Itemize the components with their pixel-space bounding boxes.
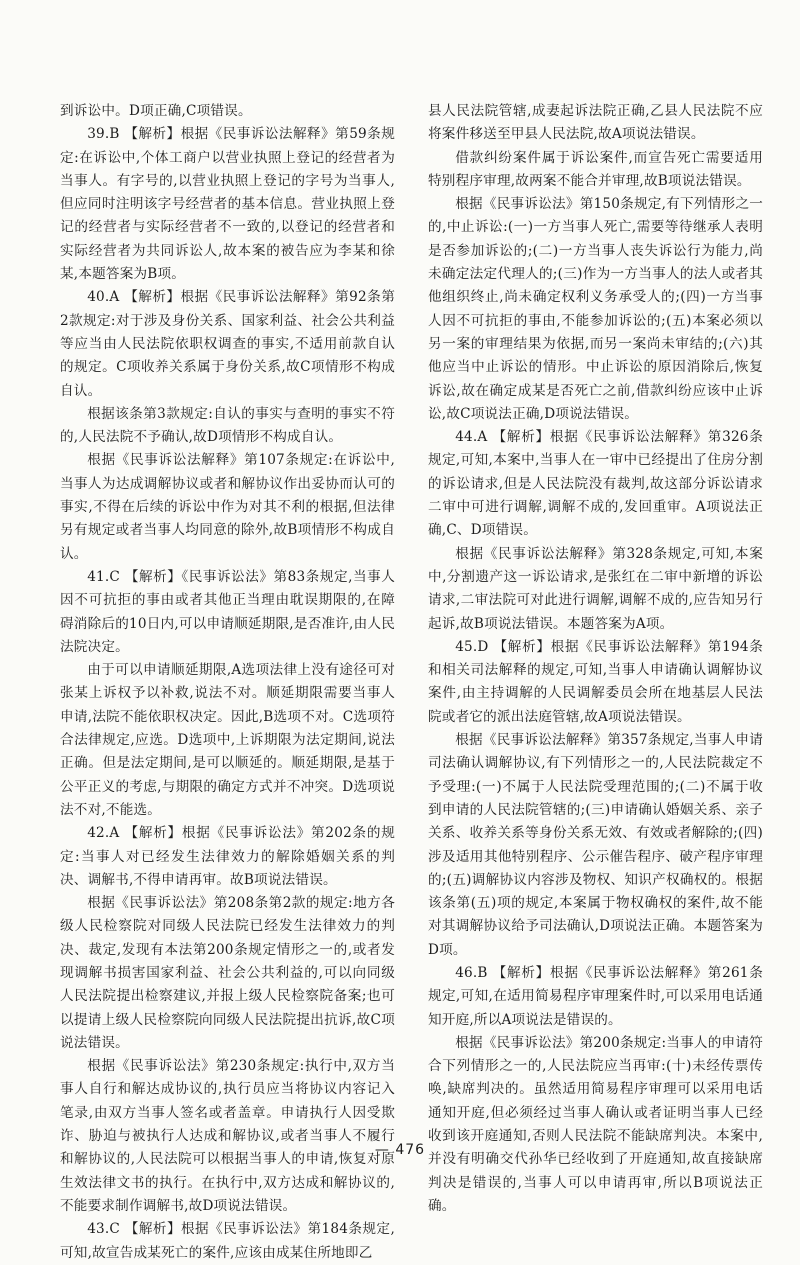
paragraph: 根据《民事诉讼法解释》第357条规定,当事人申请司法确认调解协议,有下列情形之一的,人民法院裁定不予受理:(一)不属于人民法院受理范围的;(二)不属于收到申请的人民法院管辖的;(三)申请确认婚姻关系、亲子关系、收养关系等身份关系无效、有效或者解除的;(四)涉及适用其他特别程序、公示催告程序、破产程序审理的;(五)调解协议内容涉及物权、知识产权确权的。根据该条第(五)项的规定,本案属于物权确权的案件,故不能对其调解协议给予司法确认,D项说法正确。本题答案为D项。 (428, 732, 763, 958)
paragraph: 由于可以申请顺延期限,A选项法律上没有途径可对张某上诉权予以补救,说法不对。顺延期限需要当事人申请,法院不能依职权决定。因此,B选项不对。C选项符合法律规定,应选。D选项中,上诉期限为法定期间,说法正确。但是法定期间,是可以顺延的。顺延期限,是基于公平正义的考虑,与期限的确定方式并不冲突。D选项说法不对,不能选。 (60, 662, 395, 818)
paragraph: 根据《民事诉讼法》第200条规定:当事人的申请符合下列情形之一的,人民法院应当再审:(十)未经传票传唤,缺席判决的。虽然适用简易程序审理可以采用电话通知开庭,但必须经过当事人确认或者证明当事人已经收到该开庭通知,否则人民法院不能缺席判决。本案中,并没有明确交代孙华已经收到了开庭通知,故直接缺席判决是错误的,当事人可以申请再审,所以B项说法正确。 (428, 1034, 763, 1214)
paragraph: 41.C 【解析】《民事诉讼法》第83条规定,当事人因不可抗拒的事由或者其他正当理由耽误期限的,在障碍消除后的10日内,可以申请顺延期限,是否准许,由人民法院决定。 (60, 568, 395, 655)
paragraph: 根据《民事诉讼法》第230条规定:执行中,双方当事人自行和解达成协议的,执行员应当将协议内容记入笔录,由双方当事人签名或者盖章。申请执行人因受欺诈、胁迫与被执行人达成和解协议,或者当事人不履行和解协议的,人民法院可以根据当事人的申请,恢复对原生效法律文书的执行。在执行中,双方达成和解协议的,不能要求制作调解书,故D项说法错误。 (60, 1058, 395, 1214)
paragraph: 到诉讼中。D项正确,C项错误。 (60, 103, 252, 119)
left-column (60, 100, 395, 1265)
paragraph: 39.B 【解析】根据《民事诉讼法解释》第59条规定:在诉讼中,个体工商户以营业执照上登记的经营者为当事人。有字号的,以营业执照上登记的字号为当事人,但应同时注明该字号经营者的基本信息。营业执照上登记的经营者与实际经营者不一致的,以登记的经营者和实际经营者为共同诉讼人,故本案的被告应为李某和徐某,本题答案为B项。 (60, 126, 395, 283)
paragraph: 根据《民事诉讼法》第150条规定,有下列情形之一的,中止诉讼:(一)一方当事人死亡,需要等待继承人表明是否参加诉讼的;(二)一方当事人丧失诉讼行为能力,尚未确定法定代理人的;(三)作为一方当事人的法人或者其他组织终止,尚未确定权利义务承受人的;(四)一方当事人因不可抗拒的事由,不能参加诉讼的;(五)本案必须以另一案的审理结果为依据,而另一案尚未审结的;(六)其他应当中止诉讼的情形。中止诉讼的原因消除后,恢复诉讼,故在确定成某是否死亡之前,借款纠纷应该中止诉讼,故C项说法正确,D项说法错误。 (428, 196, 763, 422)
paragraph: 根据《民事诉讼法》第208条第2款的规定:地方各级人民检察院对同级人民法院已经发生法律效力的判决、裁定,发现有本法第200条规定情形之一的,或者发现调解书损害国家利益、社会公共利益的,可以向同级人民法院提出检察建议,并报上级人民检察院备案;也可以提请上级人民检察院向同级人民法院提出抗诉,故C项说法错误。 (60, 895, 395, 1051)
paragraph: 45.D 【解析】根据《民事诉讼法解释》第194条和相关司法解释的规定,可知,当事人申请确认调解协议案件,由主持调解的人民调解委员会所在地基层人民法院或者它的派出法庭管辖,故A项说法错误。 (428, 638, 763, 725)
paragraph: 根据该条第3款规定:自认的事实与查明的事实不符的,人民法院不予确认,故D项情形不构成自认。 (60, 405, 395, 446)
paragraph: 借款纠纷案件属于诉讼案件,而宣告死亡需要适用特别程序审理,故两案不能合并审理,故B项说法错误。 (428, 149, 763, 189)
paragraph: 40.A 【解析】根据《民事诉讼法解释》第92条第2款规定:对于涉及身份关系、国家利益、社会公共利益等应当由人民法院依职权调查的事实,不适用前款自认的规定。C项收养关系属于身份关系,故C项情形不构成自认。 (60, 289, 395, 399)
paragraph: 根据《民事诉讼法解释》第107条规定:在诉讼中,当事人为达成调解协议或者和解协议作出妥协而认可的事实,不得在后续的诉讼中作为对其不利的根据,但法律另有规定或者当事人均同意的除外,故B项情形不构成自认。 (60, 452, 395, 562)
paragraph: 根据《民事诉讼法解释》第328条规定,可知,本案中,分割遗产这一诉讼请求,是张红在二审中新增的诉讼请求,二审法院可对此进行调解,调解不成的,应告知另行起诉,故B项说法错误。本题答案为A项。 (428, 545, 763, 632)
right-column (428, 100, 763, 1218)
paragraph: 43.C 【解析】根据《民事诉讼法》第184条规定,可知,故宣告成某死亡的案件,应该由成某住所地即乙 (60, 1221, 395, 1261)
page-number: — 476 (374, 1142, 426, 1158)
paragraph: 44.A 【解析】根据《民事诉讼法解释》第326条规定,可知,本案中,当事人在一审中已经提出了住房分割的诉讼请求,但是人民法院没有裁判,故这部分诉讼请求二审中可进行调解,调解不成的,发回重审。A项说法正确,C、D项错误。 (428, 429, 763, 539)
paragraph: 46.B 【解析】根据《民事诉讼法解释》第261条规定,可知,在适用简易程序审理案件时,可以采用电话通知开庭,所以A项说法是错误的。 (428, 964, 763, 1028)
paragraph: 42.A 【解析】根据《民事诉讼法》第202条的规定:当事人对已经发生法律效力的解除婚姻关系的判决、调解书,不得申请再审。故B项说法错误。 (60, 825, 395, 888)
paragraph: 县人民法院管辖,成妻起诉法院正确,乙县人民法院不应将案件移送至甲县人民法院,故A项说法错误。 (428, 103, 763, 143)
